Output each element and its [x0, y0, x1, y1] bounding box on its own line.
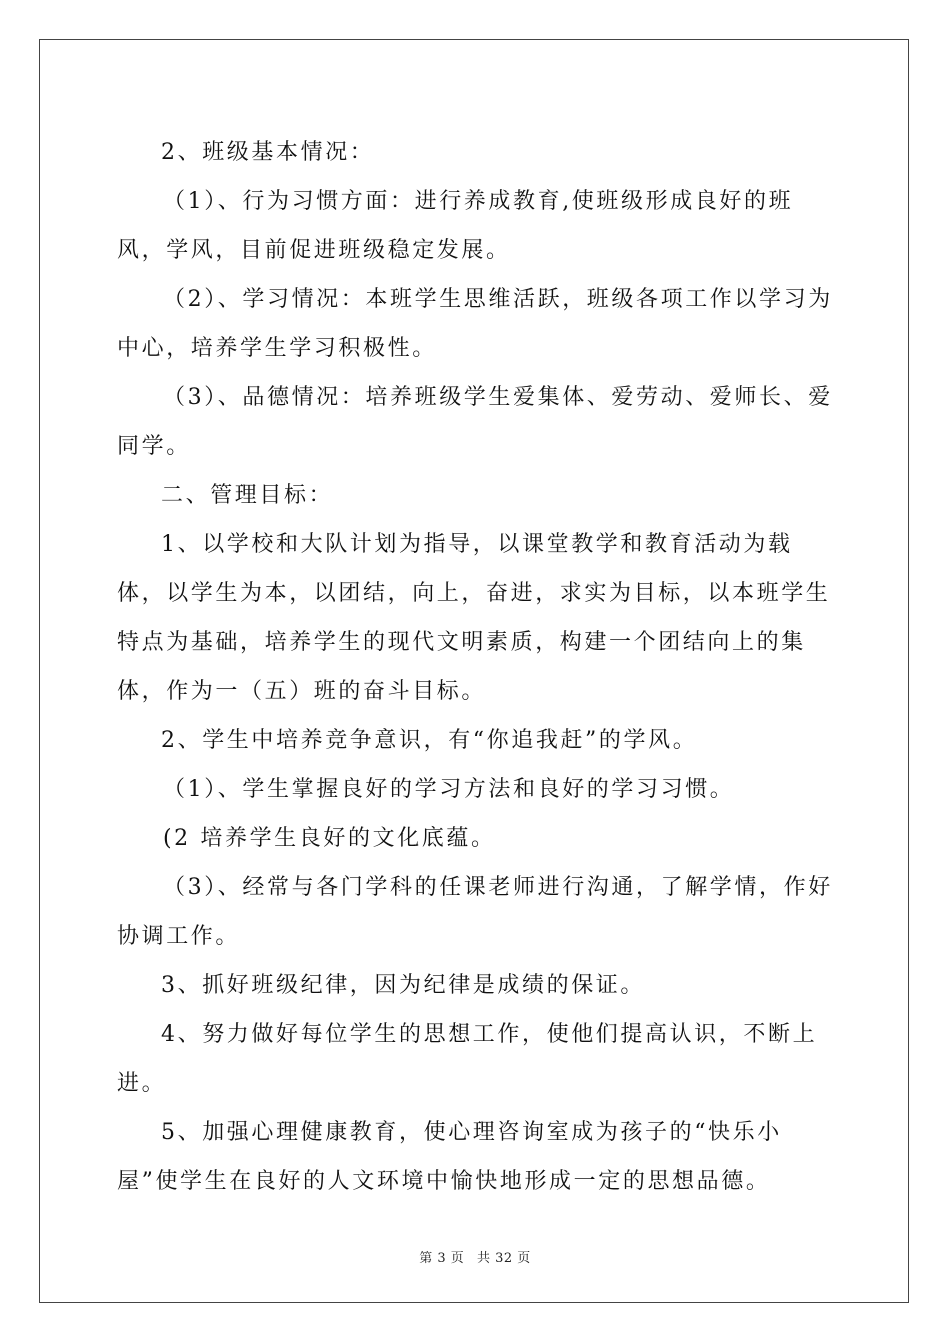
paragraph: 5、加强心理健康教育，使心理咨询室成为孩子的“快乐小屋”使学生在良好的人文环境中愉快地形成一定的思想品德。 — [117, 1120, 782, 1194]
page-number: 第 3 页 — [419, 1251, 465, 1266]
page-total: 共 32 页 — [476, 1251, 531, 1266]
paragraph: 4、努力做好每位学生的思想工作，使他们提高认识，不断上进。 — [117, 1022, 818, 1096]
paragraph: （3）、经常与各门学科的任课老师进行沟通，了解学情，作好协调工作。 — [117, 875, 833, 949]
paragraph: 1、以学校和大队计划为指导，以课堂教学和教育活动为载体，以学生为本，以团结，向上，奋进，求实为目标，以本班学生特点为基础，培养学生的现代文明素质，构建一个团结向上的集体，作为一（五）班的奋斗目标。 — [117, 532, 831, 704]
paragraph: 2、学生中培养竞争意识，有“你追我赶”的学风。 — [161, 728, 698, 753]
page-footer — [0, 1247, 950, 1266]
paragraph: 3、抓好班级纪律，因为纪律是成绩的保证。 — [161, 973, 645, 998]
paragraph: 2、班级基本情况： — [161, 140, 375, 165]
document-body — [117, 128, 837, 1206]
section-heading: 二、管理目标： — [161, 483, 334, 508]
paragraph: （2）、学习情况：本班学生思维活跃，班级各项工作以学习为中心，培养学生学习积极性。 — [117, 287, 833, 361]
paragraph: （3）、品德情况：培养班级学生爱集体、爱劳动、爱师长、爱同学。 — [117, 385, 833, 459]
paragraph: （1）、行为习惯方面：进行养成教育,使班级形成良好的班风，学风，目前促进班级稳定发展。 — [117, 189, 794, 263]
paragraph: (2 培养学生良好的文化底蕴。 — [163, 826, 496, 851]
paragraph: （1）、学生掌握良好的学习方法和良好的学习习惯。 — [163, 777, 735, 802]
